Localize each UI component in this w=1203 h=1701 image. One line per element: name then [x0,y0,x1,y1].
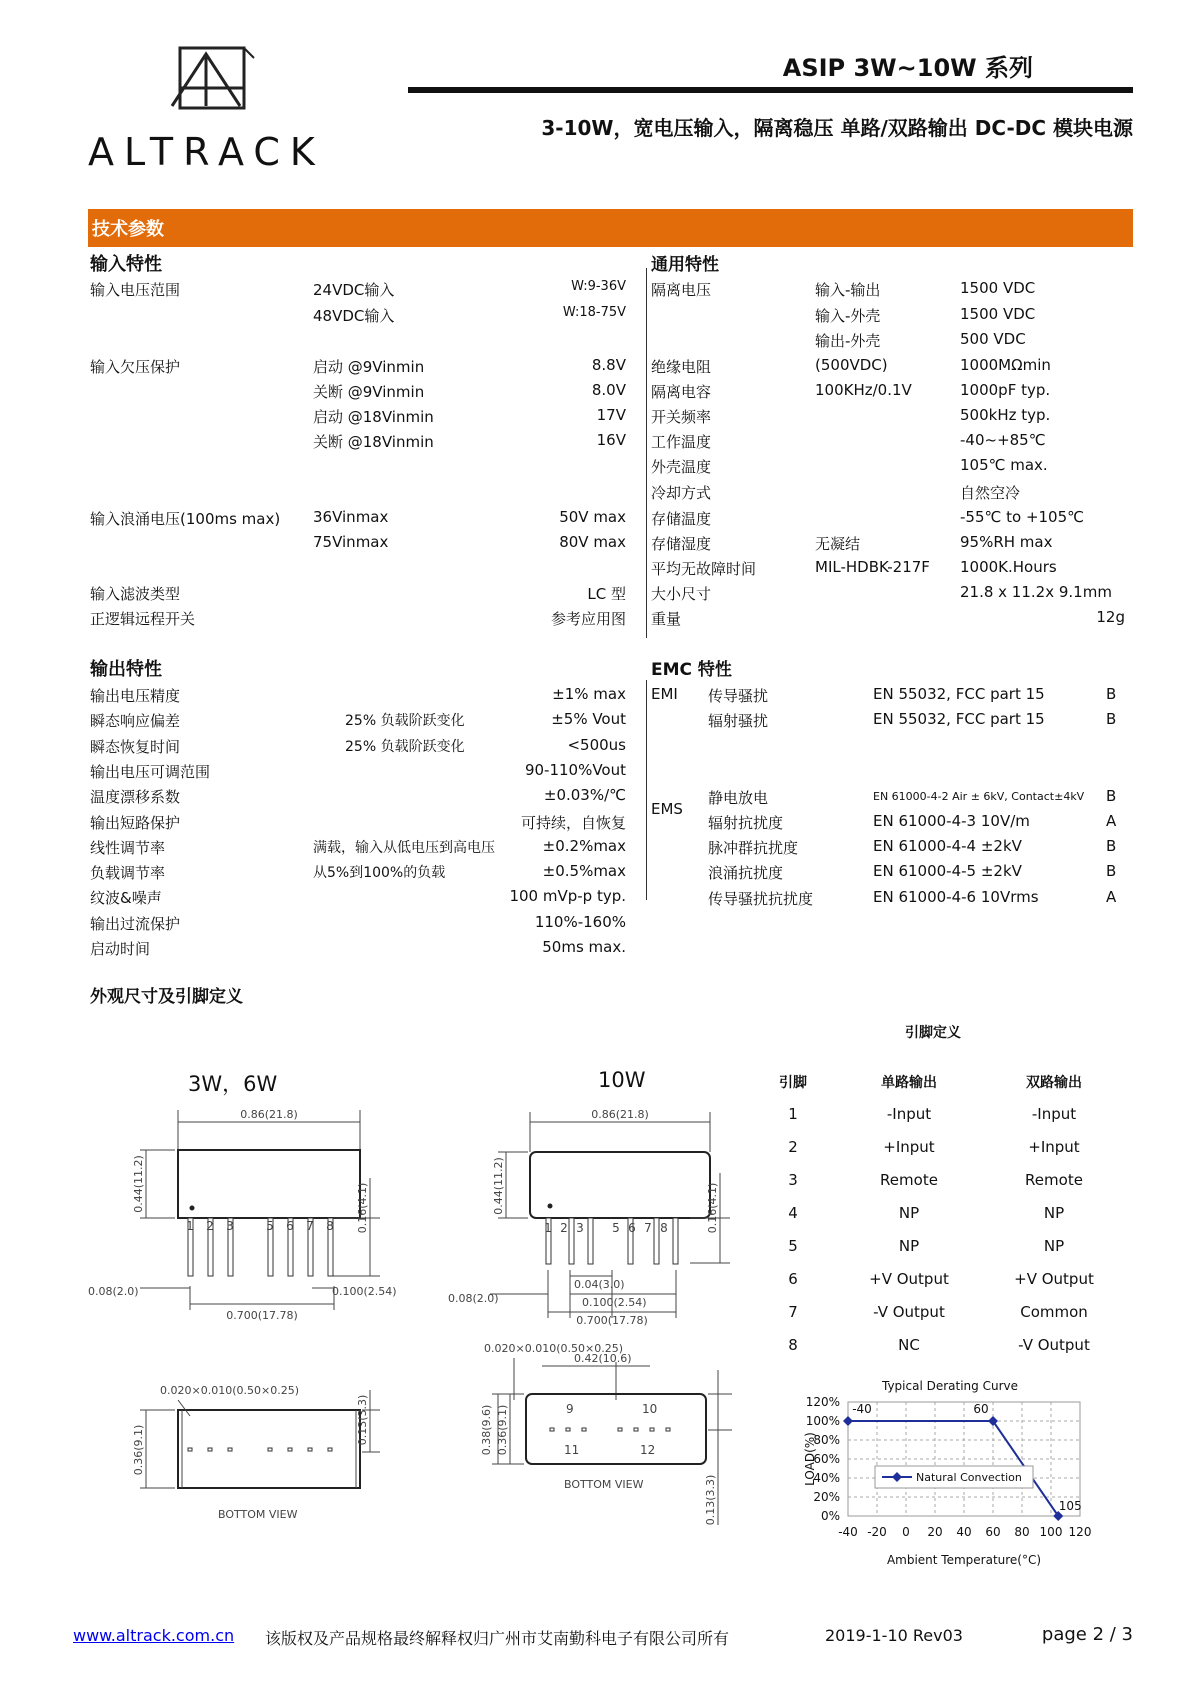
input-row-label: 输入浪涌电压(100ms max) [90,510,281,528]
output-row-value: ±0.5%max [542,862,626,880]
chart-x-tick: 20 [927,1525,943,1539]
general-row-value: 105℃ max. [960,456,1048,474]
output-heading: 输出特性 [90,659,162,680]
general-row-value: 1000K.Hours [960,558,1057,576]
general-row-condition: (500VDC) [815,356,888,374]
pin-label: 9 [566,1402,574,1416]
emi-label: EMI [651,685,678,703]
general-row-value: 500kHz typ. [960,406,1051,424]
pin-label: 3 [576,1221,584,1235]
dim-depth-2: 0.36(9.1) [496,1404,509,1456]
general-row-value: 1500 VDC [960,279,1036,297]
ems-standard: EN 61000-4-4 ±2kV [873,837,1022,855]
general-row-label: 冷却方式 [651,484,712,502]
footer-page: page 2 / 3 [1041,1624,1133,1645]
output-row-label: 输出过流保护 [90,915,181,933]
pin-table-cell: -V Output [1018,1336,1090,1354]
general-row-value: 自然空冷 [960,484,1021,502]
input-row-value: 17V [596,406,626,424]
chart-x-tick: 120 [1068,1525,1092,1539]
dim-pin-row: 0.13(3.3) [356,1394,369,1446]
pin-table-cell: NP [898,1204,920,1222]
pin-table-header: 单路输出 [881,1075,937,1091]
series-title: ASIP 3W~10W 系列 [782,54,1033,82]
pin-table-cell: +V Output [1014,1270,1094,1288]
dimensions-heading: 外观尺寸及引脚定义 [90,987,243,1007]
dim-inner: 0.42(10.6) [574,1352,632,1365]
output-row-label: 启动时间 [90,940,151,958]
title-3w6w: 3W，6W [188,1072,278,1096]
ems-standard: EN 61000-4-5 ±2kV [873,862,1022,880]
input-row-value: W:9-36V [571,279,626,294]
emi-item: 辐射骚扰 [708,712,769,730]
chart-x-tick: 100 [1039,1525,1063,1539]
pin-def-title: 引脚定义 [905,1025,961,1041]
general-row-label: 平均无故障时间 [651,560,757,578]
output-row-condition: 满载，输入从低电压到高电压 [313,840,495,856]
emi-item: 传导骚扰 [708,687,769,705]
output-row-label: 纹波&噪声 [90,889,162,907]
dim-pin-offset: 0.08(2.0) [88,1285,139,1298]
output-row-value: <500us [567,736,626,754]
pin-table-cell: 7 [788,1303,798,1321]
output-row-label: 线性调节率 [90,839,166,857]
pin-label: 7 [306,1219,314,1233]
output-row-label: 瞬态恢复时间 [90,738,181,756]
pin-table-cell: Remote [1025,1171,1083,1189]
chart-legend-label: Natural Convection [916,1471,1022,1484]
chart-x-tick: 60 [985,1525,1001,1539]
ems-item: 脉冲群抗扰度 [708,839,799,857]
general-row-condition: 输出-外壳 [815,332,881,350]
input-row-condition: 关断 @18Vinmin [313,433,434,451]
input-row-value: 16V [596,431,626,449]
pin-label: 1 [186,1219,194,1233]
general-row-label: 存储湿度 [651,535,712,553]
pin-label: 7 [644,1221,652,1235]
section-title: 技术参数 [92,219,164,240]
ems-label: EMS [651,800,683,818]
ems-class: B [1106,837,1117,855]
input-row-condition: 75Vinmax [313,533,389,551]
ems-item: 传导骚扰抗扰度 [708,890,814,908]
output-row-value: ±5% Vout [551,710,626,728]
column-divider-top [646,268,647,638]
emi-standard: EN 55032, FCC part 15 [873,685,1045,703]
ems-item: 辐射抗扰度 [708,814,784,832]
chart-x-tick: 40 [956,1525,972,1539]
ems-class: A [1106,888,1117,906]
general-row-condition: 输入-输出 [815,281,881,299]
output-row-value: 可持续，自恢复 [520,814,626,832]
pin-table-cell: NP [1043,1204,1065,1222]
dim-span: 0.700(17.78) [576,1314,648,1327]
chart-y-label: LOAD(%) [803,1432,817,1486]
dim-pitch: 0.100(2.54) [332,1285,397,1298]
pin-table-cell: 8 [788,1336,798,1354]
general-row-condition: 输入-外壳 [815,307,881,325]
pin-table-cell: 5 [788,1237,798,1255]
ems-class: A [1106,812,1117,830]
pin-label: 10 [642,1402,658,1416]
pin-table-cell: 4 [788,1204,798,1222]
input-row-condition: 启动 @18Vinmin [313,408,434,426]
brand-name: ALTRACK [88,130,325,174]
dim-span: 0.700(17.78) [226,1309,298,1322]
chart-x-label: Ambient Temperature(°C) [886,1553,1042,1567]
output-row-label: 瞬态响应偏差 [90,712,181,730]
chart-x-tick: 80 [1014,1525,1030,1539]
emc-heading: EMC 特性 [651,660,732,680]
output-row-value: 100 mVp-p typ. [509,887,626,905]
input-row-value: W:18-75V [562,305,626,320]
dim-pin-length: 0.16(4.1) [356,1182,369,1234]
chart-point-label: -40 [852,1402,872,1416]
ems-item: 静电放电 [708,789,769,807]
pin-table-cell: NP [1043,1237,1065,1255]
chart-y-tick: 20% [813,1490,840,1504]
input-row-label: 输入欠压保护 [90,358,181,376]
dim-pin-length: 0.16(4.1) [706,1182,719,1234]
output-row-value: 110%-160% [534,913,626,931]
general-heading: 通用特性 [651,255,719,275]
pin-table-cell: -V Output [873,1303,945,1321]
ems-class: B [1106,862,1117,880]
pin-label: 5 [612,1221,620,1235]
output-row-value: 90-110%Vout [524,761,626,779]
input-heading: 输入特性 [90,254,162,275]
emi-class: B [1106,710,1117,728]
ems-standard: EN 61000-4-2 Air ± 6kV, Contact±4kV [873,790,1085,803]
pin-table-cell: +V Output [869,1270,949,1288]
ems-standard: EN 61000-4-6 10Vrms [873,888,1039,906]
pin-label: 8 [326,1219,334,1233]
output-row-label: 温度漂移系数 [90,788,181,806]
ems-item: 浪涌抗扰度 [708,864,784,882]
chart-x-tick: 0 [902,1525,910,1539]
input-row-label: 输入滤波类型 [90,585,181,603]
general-row-label: 开关频率 [651,408,712,426]
general-row-condition: 无凝结 [815,535,861,553]
pin-label: 8 [660,1221,668,1235]
general-row-label: 绝缘电阻 [651,358,712,376]
pin-table-cell: Remote [880,1171,938,1189]
output-row-value: ±1% max [552,685,626,703]
general-row-value: 1500 VDC [960,305,1036,323]
general-row-condition: MIL-HDBK-217F [815,558,930,576]
title-10w: 10W [598,1068,646,1092]
general-row-value: -40~+85℃ [960,431,1046,449]
general-row-label: 隔离电容 [651,383,712,401]
dim-pin-size: 0.020×0.010(0.50×0.25) [484,1342,623,1355]
pin-table-cell: +Input [883,1138,935,1156]
general-row-value: 1000pF typ. [960,381,1051,399]
bottom-view-label: BOTTOM VIEW [564,1478,644,1491]
chart-title: Typical Derating Curve [881,1379,1019,1393]
input-row-condition: 36Vinmax [313,508,389,526]
pin-table-cell: NC [898,1336,920,1354]
dim-pin-row: 0.13(3.3) [704,1474,717,1526]
chart-point-label: 105 [1058,1499,1082,1513]
general-row-value: 500 VDC [960,330,1026,348]
dim-height: 0.44(11.2) [132,1155,145,1213]
input-row-label: 正逻辑远程开关 [90,610,196,628]
pin-label: 2 [560,1221,568,1235]
pin-label: 12 [640,1443,656,1457]
logo [86,40,326,180]
pin-table-cell: -Input [1031,1105,1077,1123]
output-row-value: ±0.03%/℃ [543,786,626,804]
pin-table-cell: Common [1020,1303,1088,1321]
drawing-10w-front [440,1098,770,1338]
dim-depth-1: 0.38(9.6) [480,1404,493,1456]
general-row-label: 存储温度 [651,510,712,528]
general-row-value: 12g [1096,608,1125,626]
input-row-condition: 24VDC输入 [313,281,395,299]
general-row-label: 重量 [651,610,682,628]
general-row-label: 外壳温度 [651,458,712,476]
input-row-condition: 48VDC输入 [313,307,395,325]
product-subtitle: 3-10W，宽电压输入，隔离稳压 单路/双路输出 DC-DC 模块电源 [541,116,1133,140]
chart-y-tick: 40% [813,1471,840,1485]
input-row-value: LC 型 [587,585,626,603]
general-row-condition: 100KHz/0.1V [815,381,912,399]
footer-url-link[interactable]: www.altrack.com.cn [73,1626,235,1645]
pin-label: 3 [226,1219,234,1233]
general-row-value: 1000MΩmin [960,356,1051,374]
pin-label: 2 [206,1219,214,1233]
input-row-value: 50V max [559,508,626,526]
general-row-value: 21.8 x 11.2x 9.1mm [960,583,1112,601]
input-row-value: 参考应用图 [550,610,626,628]
dim-pitch: 0.100(2.54) [582,1296,647,1309]
dim-width: 0.86(21.8) [591,1108,649,1121]
ems-class: B [1106,787,1117,805]
output-row-condition: 25% 负载阶跃变化 [345,739,465,755]
pin-table-header: 引脚 [779,1075,807,1091]
input-row-value: 8.8V [591,356,626,374]
general-row-value: 95%RH max [960,533,1053,551]
input-row-label: 输入电压范围 [90,281,181,299]
output-row-label: 输出短路保护 [90,814,181,832]
pin-label: 1 [544,1221,552,1235]
general-row-label: 工作温度 [651,433,712,451]
pin-table-cell: NP [898,1237,920,1255]
chart-y-tick: 80% [813,1433,840,1447]
dim-width: 0.86(21.8) [240,1108,298,1121]
input-row-value: 8.0V [591,381,626,399]
emi-class: B [1106,685,1117,703]
pin-label: 6 [628,1221,636,1235]
drawing-3w6w-bottom [80,1380,410,1560]
dim-pin-size: 0.020×0.010(0.50×0.25) [160,1384,299,1397]
pin-table-cell: 1 [788,1105,798,1123]
pin-table-header: 双路输出 [1026,1075,1082,1091]
chart-x-tick: -40 [838,1525,858,1539]
chart-y-tick: 120% [805,1395,840,1409]
section-bar [88,209,1133,247]
output-row-value: ±0.2%max [542,837,626,855]
pin-table-cell: -Input [886,1105,932,1123]
input-row-value: 80V max [559,533,626,551]
output-row-condition: 25% 负载阶跃变化 [345,713,465,729]
column-divider-bottom [646,680,647,900]
dim-height: 0.44(11.2) [492,1157,505,1215]
logo-mark-icon [166,44,256,122]
emi-standard: EN 55032, FCC part 15 [873,710,1045,728]
dim-depth: 0.36(9.1) [132,1424,145,1476]
output-row-label: 负载调节率 [90,864,166,882]
chart-y-tick: 100% [805,1414,840,1428]
general-row-label: 大小尺寸 [651,585,712,603]
footer-date: 2019-1-10 Rev03 [825,1626,963,1645]
input-row-condition: 启动 @9Vinmin [313,358,425,376]
ems-standard: EN 61000-4-3 10V/m [873,812,1030,830]
derating-chart [800,1374,1100,1574]
pin-table-cell: 6 [788,1270,798,1288]
general-row-value: -55℃ to +105℃ [960,508,1084,526]
drawing-3w6w-front [80,1098,410,1328]
general-row-label: 隔离电压 [651,281,712,299]
output-row-label: 输出电压可调范围 [90,763,211,781]
dim-pin-offset: 0.08(2.0) [448,1292,499,1305]
footer-copyright: 该版权及产品规格最终解释权归广州市艾南勤科电子有限公司所有 [265,1629,730,1648]
pin-table-cell: +Input [1028,1138,1080,1156]
drawing-10w-bottom [440,1340,770,1530]
pin-label: 6 [286,1219,294,1233]
chart-x-tick: -20 [867,1525,887,1539]
chart-y-tick: 60% [813,1452,840,1466]
pin-label: 11 [564,1443,580,1457]
output-row-label: 输出电压精度 [90,687,181,705]
output-row-value: 50ms max. [542,938,626,956]
chart-point-label: 60 [973,1402,989,1416]
output-row-condition: 从5%到100%的负载 [313,865,446,881]
dim-gap: 0.04(3.0) [574,1278,625,1291]
input-row-condition: 关断 @9Vinmin [313,383,425,401]
pin-table-cell: 2 [788,1138,798,1156]
chart-y-tick: 0% [820,1509,840,1523]
header-rule [408,87,1133,93]
pin-table-cell: 3 [788,1171,798,1189]
bottom-view-label: BOTTOM VIEW [218,1508,298,1521]
pin-label: 5 [266,1219,274,1233]
